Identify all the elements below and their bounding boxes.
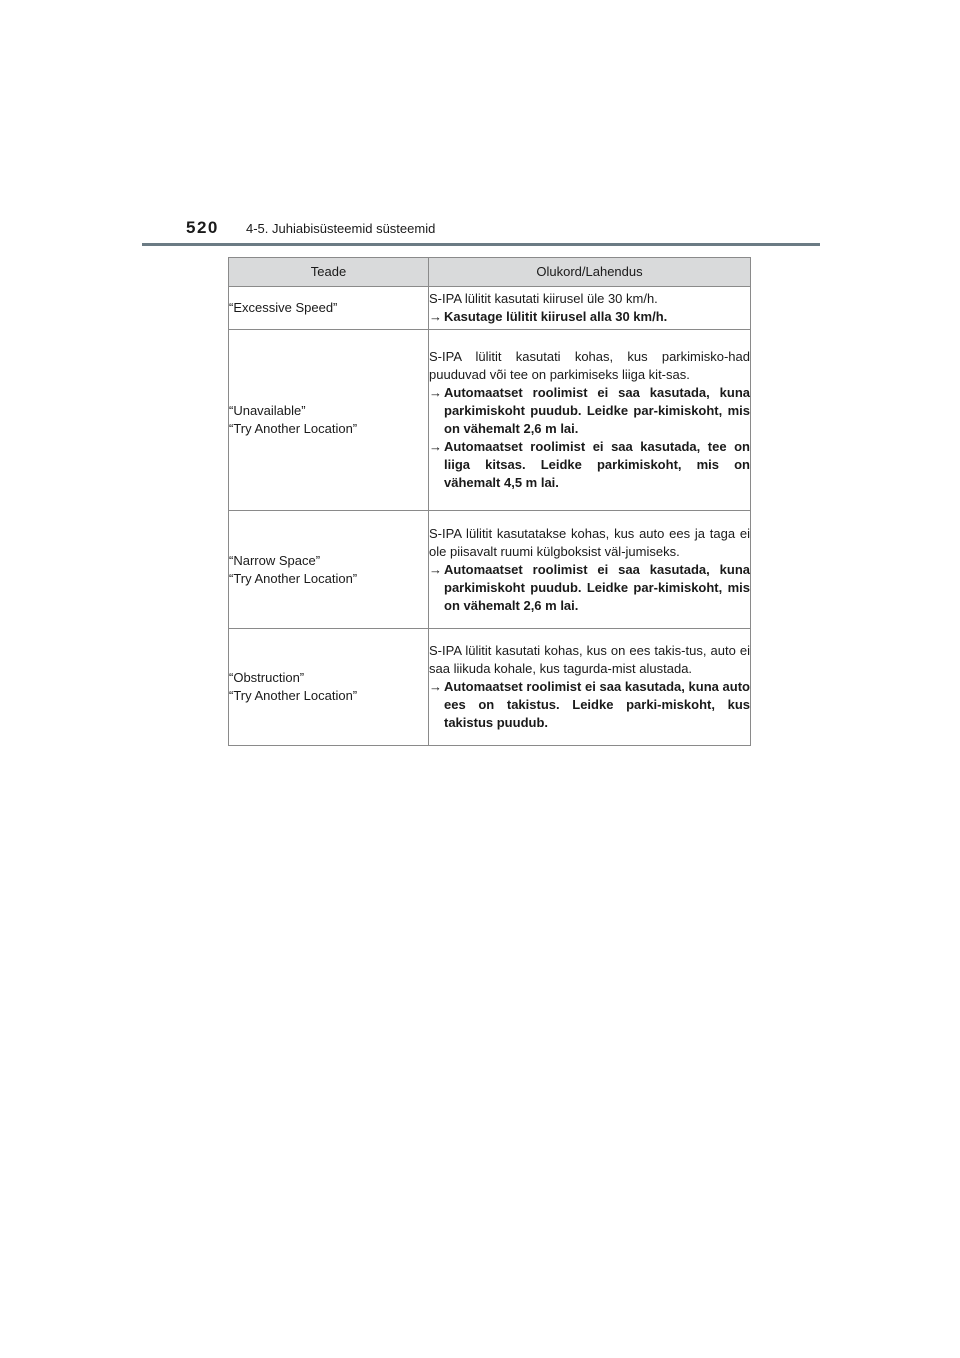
header-divider bbox=[142, 243, 820, 246]
situation-text: S-IPA lülitit kasutati kohas, kus on ees takis-tus, auto ei saa liikuda kohale, kus tagurda-mist alustada. bbox=[429, 643, 750, 676]
page-header bbox=[186, 218, 820, 246]
situation-cell bbox=[429, 511, 751, 629]
action-item bbox=[429, 678, 750, 732]
situation-text: S-IPA lülitit kasutati kiirusel üle 30 km/h. bbox=[429, 291, 658, 306]
message-text: “Excessive Speed” bbox=[229, 300, 338, 315]
action-text: Automaatset roolimist ei saa kasutada, kuna auto ees on takistus. Leidke parki-miskoht, kus takistus puudub. bbox=[444, 679, 750, 730]
situation-text: S-IPA lülitit kasutatakse kohas, kus auto ees ja taga ei ole piisavalt ruumi külgboksist väl-jumiseks. bbox=[429, 525, 750, 559]
message-cell bbox=[229, 511, 429, 629]
situation-text: S-IPA lülitit kasutati kohas, kus parkimisko-had puuduvad või tee on parkimiseks liiga kit-sas. bbox=[429, 349, 750, 382]
table-row bbox=[229, 287, 751, 330]
message-cell bbox=[229, 330, 429, 511]
action-item bbox=[429, 384, 750, 438]
arrow-icon: → bbox=[429, 385, 442, 400]
page-number: 520 bbox=[186, 218, 219, 237]
table-row bbox=[229, 511, 751, 629]
message-table bbox=[228, 257, 751, 746]
situation-cell bbox=[429, 287, 751, 330]
column-header-situation: Olukord/Lahendus bbox=[429, 258, 751, 287]
message-cell bbox=[229, 287, 429, 330]
column-header-message: Teade bbox=[229, 258, 429, 287]
message-text: “Narrow Space” bbox=[229, 552, 321, 568]
section-title: 4-5. Juhiabisüsteemid süsteemid bbox=[246, 221, 436, 236]
action-item bbox=[429, 561, 750, 615]
situation-cell bbox=[429, 330, 751, 511]
table-header-row bbox=[229, 258, 751, 287]
arrow-icon: → bbox=[429, 309, 442, 324]
message-text: “Obstruction” bbox=[229, 670, 305, 685]
situation-cell bbox=[429, 629, 751, 746]
action-item bbox=[429, 438, 750, 492]
arrow-icon: → bbox=[429, 679, 442, 694]
message-text: “Try Another Location” bbox=[229, 688, 358, 703]
action-text: Kasutage lülitit kiirusel alla 30 km/h. bbox=[444, 309, 668, 324]
action-text: Automaatset roolimist ei saa kasutada, tee on liiga kitsas. Leidke parkimiskoht, mis on vähemalt 4,5 m lai. bbox=[444, 439, 750, 490]
message-text: “Try Another Location” bbox=[229, 421, 358, 436]
arrow-icon: → bbox=[429, 439, 442, 454]
action-text: Automaatset roolimist ei saa kasutada, kuna parkimiskoht puudub. Leidke par-kimiskoht, mis on vähemalt 2,6 m lai. bbox=[444, 385, 750, 436]
table-row bbox=[229, 330, 751, 511]
table-row bbox=[229, 629, 751, 746]
message-text: “Try Another Location” bbox=[229, 570, 358, 586]
action-text: Automaatset roolimist ei saa kasutada, kuna parkimiskoht puudub. Leidke par-kimiskoht, mis on vähemalt 2,6 m lai. bbox=[444, 561, 750, 613]
message-cell bbox=[229, 629, 429, 746]
action-item bbox=[429, 308, 750, 326]
arrow-icon: → bbox=[429, 561, 442, 577]
message-text: “Unavailable” bbox=[229, 403, 306, 418]
